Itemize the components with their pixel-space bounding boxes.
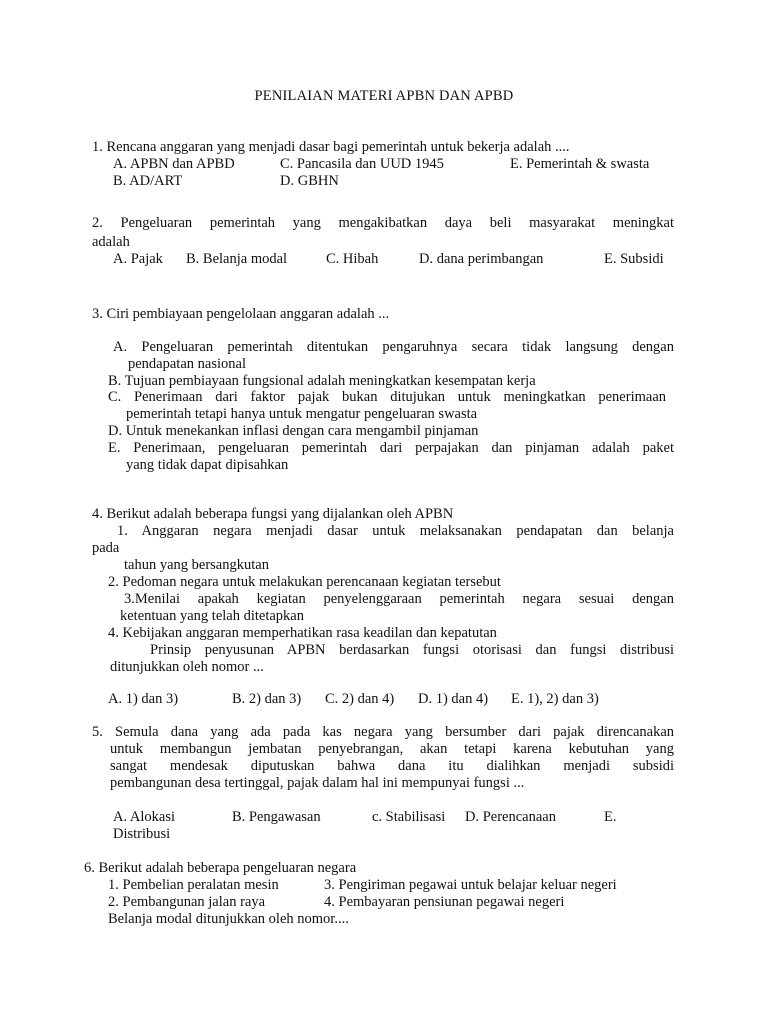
q2-option-c: C. Hibah <box>326 251 379 267</box>
q1-option-e: E. Pemerintah & swasta <box>510 156 650 172</box>
document-title: PENILAIAN MATERI APBN DAN APBD <box>254 88 514 104</box>
q5-option-c: c. Stabilisasi <box>372 809 446 825</box>
q3-option-e-line-2: yang tidak dapat dipisahkan <box>126 457 289 473</box>
q5-option-d: D. Perencanaan <box>465 809 556 825</box>
q3-option-a-line-2: pendapatan nasional <box>128 356 246 372</box>
q6-closing-question: Belanja modal ditunjukkan oleh nomor.... <box>108 911 349 927</box>
q4-item-4: 4. Kebijakan anggaran memperhatikan rasa keadilan dan kepatutan <box>108 625 497 641</box>
q4-option-a: A. 1) dan 3) <box>108 691 179 707</box>
question-6-text: 6. Berikut adalah beberapa pengeluaran negara <box>84 860 357 876</box>
q4-item-1-line-1: 1. Anggaran negara menjadi dasar untuk melaksanakan pendapatan dan belanja <box>117 523 674 539</box>
q1-option-b: B. AD/ART <box>113 173 183 189</box>
q5-option-e: E. <box>604 809 617 825</box>
q4-prompt-line-1: Prinsip penyusunan APBN berdasarkan fungsi otorisasi dan fungsi distribusi <box>150 642 674 658</box>
q6-item-4: 4. Pembayaran pensiunan pegawai negeri <box>324 894 565 910</box>
question-1-text: 1. Rencana anggaran yang menjadi dasar bagi pemerintah untuk bekerja adalah .... <box>92 139 570 155</box>
q6-item-2: 2. Pembangunan jalan raya <box>108 894 266 910</box>
q6-item-3: 3. Pengiriman pegawai untuk belajar keluar negeri <box>324 877 617 893</box>
q4-item-2: 2. Pedoman negara untuk melakukan perencanaan kegiatan tersebut <box>108 574 501 590</box>
q2-option-e: E. Subsidi <box>604 251 664 267</box>
question-5-line-1: 5. Semula dana yang ada pada kas negara yang bersumber dari pajak direncanakan <box>92 724 674 740</box>
q5-option-e-continued: Distribusi <box>113 826 171 842</box>
q2-option-a: A. Pajak <box>113 251 163 267</box>
q3-option-d: D. Untuk menekankan inflasi dengan cara mengambil pinjaman <box>108 423 479 439</box>
q2-option-b: B. Belanja modal <box>186 251 288 267</box>
q6-item-1: 1. Pembelian peralatan mesin <box>108 877 279 893</box>
q1-option-a: A. APBN dan APBD <box>113 156 235 172</box>
question-2-line-2: adalah <box>92 234 130 250</box>
q3-option-c-line-1: C. Penerimaan dari faktor pajak bukan ditujukan untuk meningkatkan penerimaan <box>108 389 666 405</box>
q5-option-a: A. Alokasi <box>113 809 176 825</box>
question-5-line-3: sangat mendesak diputuskan bahwa dana itu dialihkan menjadi subsidi <box>110 758 674 774</box>
q1-option-c: C. Pancasila dan UUD 1945 <box>280 156 444 172</box>
q4-option-d: D. 1) dan 4) <box>418 691 489 707</box>
q4-item-3-line-2: ketentuan yang telah ditetapkan <box>120 608 304 624</box>
q4-item-1-line-3: tahun yang bersangkutan <box>124 557 269 573</box>
q3-option-b: B. Tujuan pembiayaan fungsional adalah meningkatkan kesempatan kerja <box>108 373 536 389</box>
q3-option-c-line-2: pemerintah tetapi hanya untuk mengatur pengeluaran swasta <box>126 406 478 422</box>
q5-option-b: B. Pengawasan <box>232 809 321 825</box>
q3-option-e-line-1: E. Penerimaan, pengeluaran pemerintah dari perpajakan dan pinjaman adalah paket <box>108 440 674 456</box>
q4-option-c: C. 2) dan 4) <box>325 691 395 707</box>
q4-prompt-line-2: ditunjukkan oleh nomor ... <box>110 659 264 675</box>
q4-option-b: B. 2) dan 3) <box>232 691 302 707</box>
question-2-line-1: 2. Pengeluaran pemerintah yang mengakibatkan daya beli masyarakat meningkat <box>92 215 674 231</box>
q1-option-d: D. GBHN <box>280 173 339 189</box>
q4-item-1-line-2: pada <box>92 540 120 556</box>
q4-option-e: E. 1), 2) dan 3) <box>511 691 599 707</box>
question-3-text: 3. Ciri pembiayaan pengelolaan anggaran adalah ... <box>92 306 390 322</box>
question-5-line-4: pembangunan desa tertinggal, pajak dalam hal ini mempunyai fungsi ... <box>110 775 525 791</box>
q3-option-a-line-1: A. Pengeluaran pemerintah ditentukan pengaruhnya secara tidak langsung dengan <box>113 339 674 355</box>
q4-item-3-line-1: 3.Menilai apakah kegiatan penyelenggaraan pemerintah negara sesuai dengan <box>124 591 674 607</box>
q2-option-d: D. dana perimbangan <box>419 251 544 267</box>
question-4-text: 4. Berikut adalah beberapa fungsi yang dijalankan oleh APBN <box>92 506 454 522</box>
question-5-line-2: untuk membangun jembatan penyebrangan, akan tetapi karena kebutuhan yang <box>110 741 674 757</box>
